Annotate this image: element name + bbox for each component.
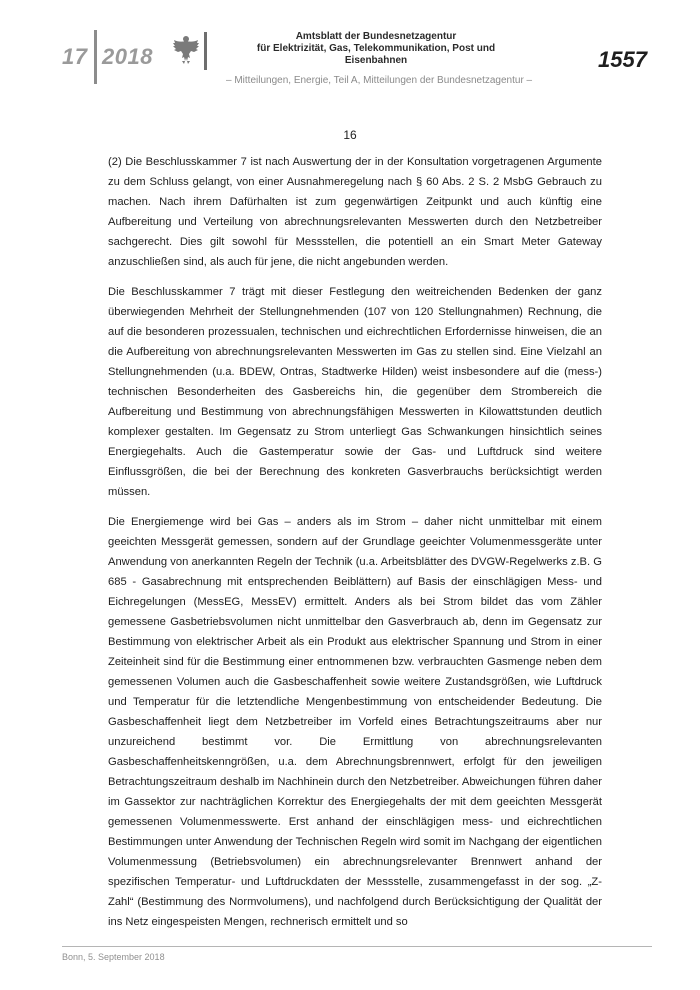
title-line-1: Amtsblatt der Bundesnetzagentur [295,31,457,42]
paragraph: Die Energiemenge wird bei Gas – anders als im Strom – daher nicht unmittelbar mit einem geeichten Messgerät gemessen, sondern auf der Grundlage geeichter Volumenmessgeräte unter Anwendung von anerkannten Regeln der Technik (u.a. Arbeitsblätter des DVGW-Regelwerks z.B. G 685 - Gasabrechnung mit entsprechenden Beiblättern) auf Basis der einschlägigen Mess- und Eichregelungen (MessEG, MessEV) ermittelt. Anders als bei Strom bildet das vom Zähler gemessene Gasbetriebsvolumen nicht unmittelbar den Gasverbrauch ab, denn im Gegensatz zur Bestimmung von elektrischer Arbeit als ein Produkt aus elektrischer Spannung und Strom in einer Zeiteinheit sind für die Bestimmung einer entnommenen bzw. verbrauchten Gasmenge neben dem gemessenen Volumen auch die Gasbeschaffenheit sowie weitere Zustandsgrößen, wie Luftdruck und Temperatur für die letztendliche Mengenbestimmung von entscheidender Bedeutung. Die Gasbeschaffenheit liegt dem Netzbetreiber im Vorfeld eines Betrachtungszeitraums aber nur unzureichend bestimmt vor. Die Ermittlung von abrechnungsrelevanten Gasbeschaffenheitskenngrößen, u.a. dem Abrechnungsbrennwert, erfolgt für den jeweiligen Betrachtungszeitraum deshalb im Nachhinein durch den Netzbetreiber. Abweichungen führen daher im Gassektor zur nachträglichen Korrektur des Energiegehalts der mit dem geeichten Messgerät gemessenen Volumenmesswerte. Erst anhand der einschlägigen mess- und eichrechtlichen Bestimmungen unter Anwendung der Technischen Regeln wird somit im Nachgang der eigentlichen Volumenmessung (Betriebsvolumen) ein abrechnungsrelevanter Brennwert anhand der spezifischen Temperatur- und Luftdruckdaten der Messstelle, zusammengefasst in der sog. „Z-Zahl“ (Bestimmung des Normvolumens), und nachfolgend durch Berücksichtigung der Qualität der ins Netz eingespeisten Mengen, rechnerisch ermittelt und so [108,516,602,928]
paragraph: Die Beschlusskammer 7 trägt mit dieser Festlegung den weitreichenden Bedenken der ganz überwiegenden Mehrheit der Stellungnehmenden (107 von 120 Stellungnahmen) Rechnung, die auf die besonderen prozessualen, technischen und eichrechtlichen Erfordernisse hinweisen, die an die Aufbereitung von abrechnungsrelevanten Messwerten im Gas zu stellen sind. Eine Vielzahl an Stellungnehmenden (u.a. BDEW, Ontras, Stadtwerke Hilden) weist insbesondere auf die (mess-) technischen Besonderheiten des Gasbereichs hin, die gegenüber dem Strombereich die Aufbereitung und Bestimmung von abrechnungsfähigen Messwerten in Kilowattstunden deutlich komplexer gestalten. Im Gegensatz zu Strom unterliegt Gas Schwankungen hinsichtlich seines Energiegehalts. Auch die Gastemperatur sowie der Gas- und Luftdruck sind weitere Einflussgrößen, die bei der Berechnung des konkreten Gasverbrauchs berücksichtigt werden müssen. [108,286,602,498]
header-divider [204,32,207,70]
inner-page-number: 16 [343,128,357,142]
document-body [108,152,602,942]
footer-divider [62,946,652,947]
page-number: 1557 [598,47,647,72]
title-line-2: für Elektrizität, Gas, Telekommunikation, Post und Eisenbahnen [256,43,496,66]
page-header [0,0,700,100]
section-subtitle: – Mitteilungen, Energie, Teil A, Mitteilungen der Bundesnetzagentur – [226,75,533,86]
paragraph: (2) Die Beschlusskammer 7 ist nach Auswertung der in der Konsultation vorgetragenen Argumente zu dem Schluss gelangt, von einer Ausnahmeregelung nach § 60 Abs. 2 S. 2 MsbG Gebrauch zu machen. Nach ihrem Dafürhalten ist zum gegenwärtigen Zeitpunkt und auch künftig eine Aufbereitung und Verteilung von abrechnungsrelevanten Messwerten durch den Netzbetreiber sachgerecht. Dies gilt sowohl für Messstellen, die potentiell an ein Smart Meter Gateway anzuschließen sind, als auch für jene, die nicht angebunden werden. [108,156,602,268]
issue-year: 2018 [102,44,153,69]
issue-number: 17 [62,44,88,69]
footer-place-date: Bonn, 5. September 2018 [62,952,165,962]
federal-eagle-icon [173,34,199,64]
publication-title [226,31,533,87]
issue-divider [94,30,97,84]
